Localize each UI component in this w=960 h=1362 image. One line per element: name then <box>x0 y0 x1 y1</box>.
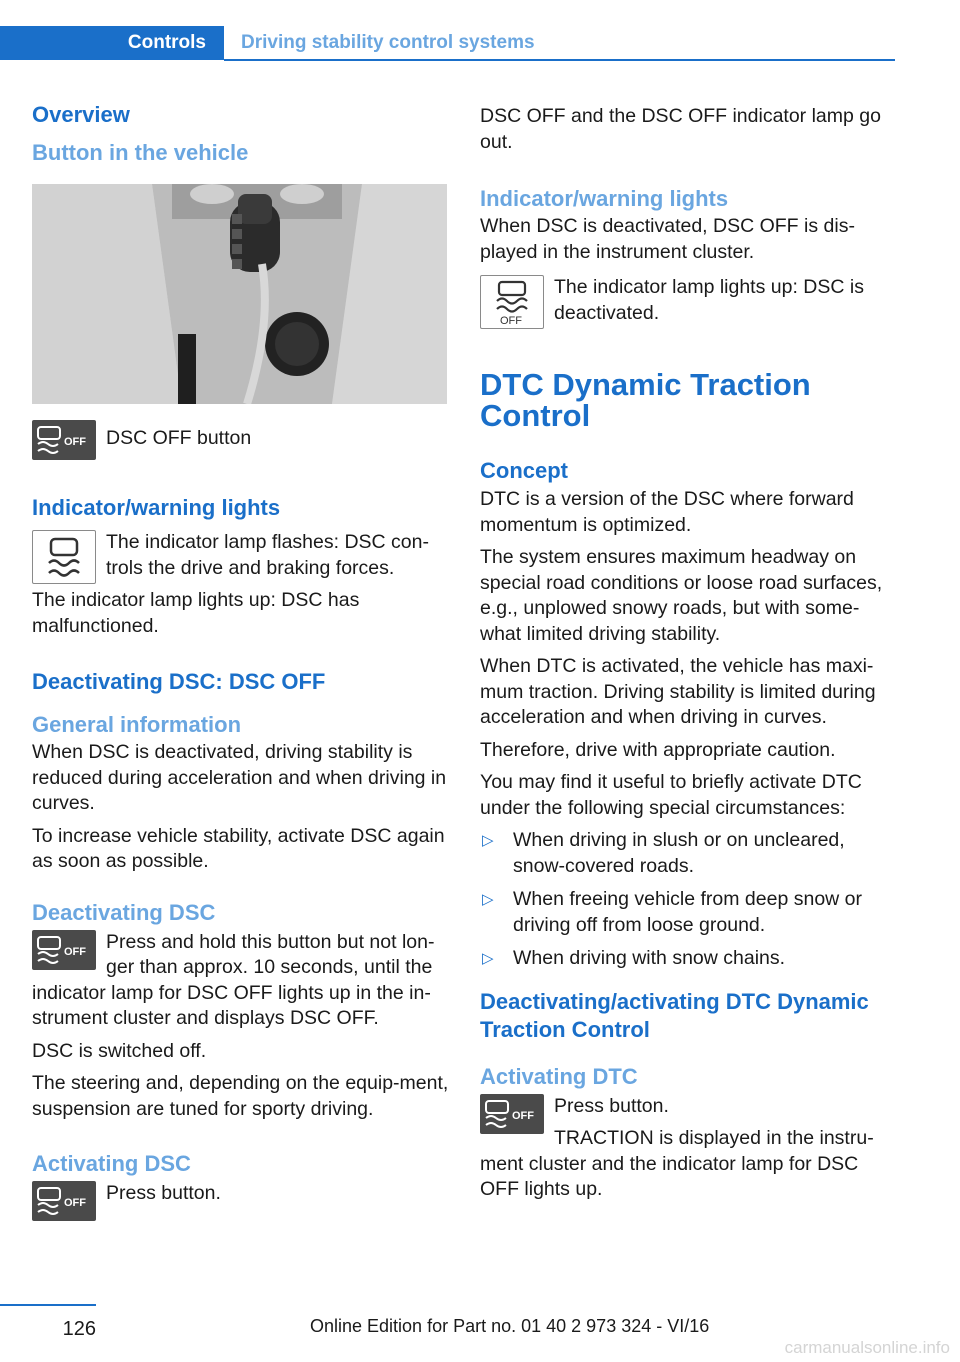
dsc-off-button-caption: DSC OFF button <box>106 427 252 449</box>
dsc-off-goes-out-text: DSC OFF and the DSC OFF indicator lamp go out. <box>480 105 881 153</box>
tab-controls[interactable]: Controls <box>0 26 224 60</box>
general-info-text-2: To increase vehicle stability, activate DSC again as soon as possible. <box>32 824 445 872</box>
heading-deactivating-dsc: Deactivating DSC <box>32 899 216 925</box>
dsc-off-icon-label: OFF <box>512 1109 534 1122</box>
triangle-bullet-icon: ▷ <box>482 950 494 967</box>
dsc-off-displayed-text: When DSC is deactivated, DSC OFF is dis‐played in the instrument cluster. <box>480 215 855 263</box>
heading-general-information: General information <box>32 712 242 737</box>
activating-dtc-text-2: TRACTION is displayed in the instru‐ment cluster and the indicator lamp for DSC OFF lights up. <box>480 1127 874 1200</box>
deactivating-dsc-text-3: The steering and, depending on the equip‐ment, suspension are tuned for sporty driving. <box>32 1072 449 1120</box>
heading-activating-dtc: Activating DTC <box>480 1063 638 1089</box>
dsc-off-button-icon-3 <box>32 1181 96 1221</box>
concept-text-2: The system ensures maximum headway on special road conditions or loose road surfaces, e.g., unplowed snowy roads, but with some‐what limited driving stability. <box>480 546 883 645</box>
heading-activating-dsc: Activating DSC <box>32 1151 191 1176</box>
dsc-deactivated-indicator-text: The indicator lamp lights up: DSC is deactivated. <box>554 276 864 324</box>
activating-dtc-text-1: Press button. <box>554 1094 669 1117</box>
page-header <box>0 26 895 62</box>
circumstances-list <box>480 828 898 972</box>
tab-section-title[interactable]: Driving stability control systems <box>241 32 535 53</box>
heading-overview: Overview <box>32 102 130 127</box>
dsc-off-icon-label: OFF <box>64 945 86 958</box>
heading-deactivating-activating-dtc: Deactivating/activating DTC Dynamic Traction Control <box>480 988 869 1042</box>
indicator-flashes-text: The indicator lamp flashes: DSC con‐trols the drive and braking forces. <box>106 531 429 579</box>
dsc-indicator-icon <box>32 530 96 584</box>
indicator-lights-up-text: The indicator lamp lights up: DSC has malfunctioned. <box>32 589 360 637</box>
right-column <box>480 104 898 1210</box>
edition-text: Online Edition for Part no. 01 40 2 973 324 - VI/16 <box>310 1316 710 1336</box>
triangle-bullet-icon: ▷ <box>482 891 494 908</box>
heading-indicator-warning-right: Indicator/warning lights <box>480 186 729 211</box>
concept-text-3: When DTC is activated, the vehicle has maxi‐mum traction. Driving stability is limited during acceleration and when driving in curves. <box>480 655 876 728</box>
console-photo <box>32 184 447 404</box>
dsc-off-icon-label: OFF <box>64 1197 86 1209</box>
heading-dtc-dynamic-traction-control: DTC Dynamic Traction Control <box>480 367 811 433</box>
heading-indicator-warning: Indicator/warning lights <box>32 495 281 520</box>
dsc-off-button-icon <box>32 420 96 460</box>
dsc-off-button-icon-4 <box>480 1094 544 1134</box>
heading-deactivating-dsc-off: Deactivating DSC: DSC OFF <box>32 669 326 694</box>
heading-button-in-vehicle: Button in the vehicle <box>32 140 249 165</box>
footer-rule <box>0 1304 96 1306</box>
activating-dsc-text: Press button. <box>106 1182 221 1204</box>
header-rule <box>224 59 895 61</box>
dsc-off-indicator-icon-label: OFF <box>500 315 522 327</box>
general-info-text-1: When DSC is deactivated, driving stability is reduced during acceleration and when driving in curves. <box>32 741 447 814</box>
concept-text-5: You may find it useful to briefly activate DTC under the following special circumstances: <box>480 771 862 819</box>
watermark: carmanualsonline.info <box>784 1338 950 1357</box>
left-column <box>32 100 450 1225</box>
concept-text-1: DTC is a version of the DSC where forward momentum is optimized. <box>480 488 854 536</box>
heading-concept: Concept <box>480 458 568 483</box>
deactivating-dsc-text-2: DSC is switched off. <box>32 1039 207 1062</box>
page-number: 126 <box>62 1318 96 1340</box>
dsc-off-button-block <box>32 420 450 464</box>
list-item: ▷ When driving with snow chains. <box>480 946 898 972</box>
dsc-off-button-icon-2 <box>32 930 96 970</box>
list-item: ▷ When driving in slush or on uncleared, snow-covered roads. <box>482 829 845 877</box>
dsc-off-indicator-icon <box>480 275 544 329</box>
concept-text-4: Therefore, drive with appropriate caution. <box>480 738 836 761</box>
console-photo-image <box>32 184 447 404</box>
deactivating-dsc-text-1: Press and hold this button but not lon‐ger than approx. 10 seconds, until the indicator lamp for DSC OFF lights up in the in‐strument cluster and displays DSC OFF. <box>32 930 435 1029</box>
list-item: ▷ When freeing vehicle from deep snow or driving off from loose ground. <box>482 888 863 936</box>
triangle-bullet-icon: ▷ <box>482 832 494 849</box>
dsc-off-icon-label: OFF <box>64 436 86 448</box>
